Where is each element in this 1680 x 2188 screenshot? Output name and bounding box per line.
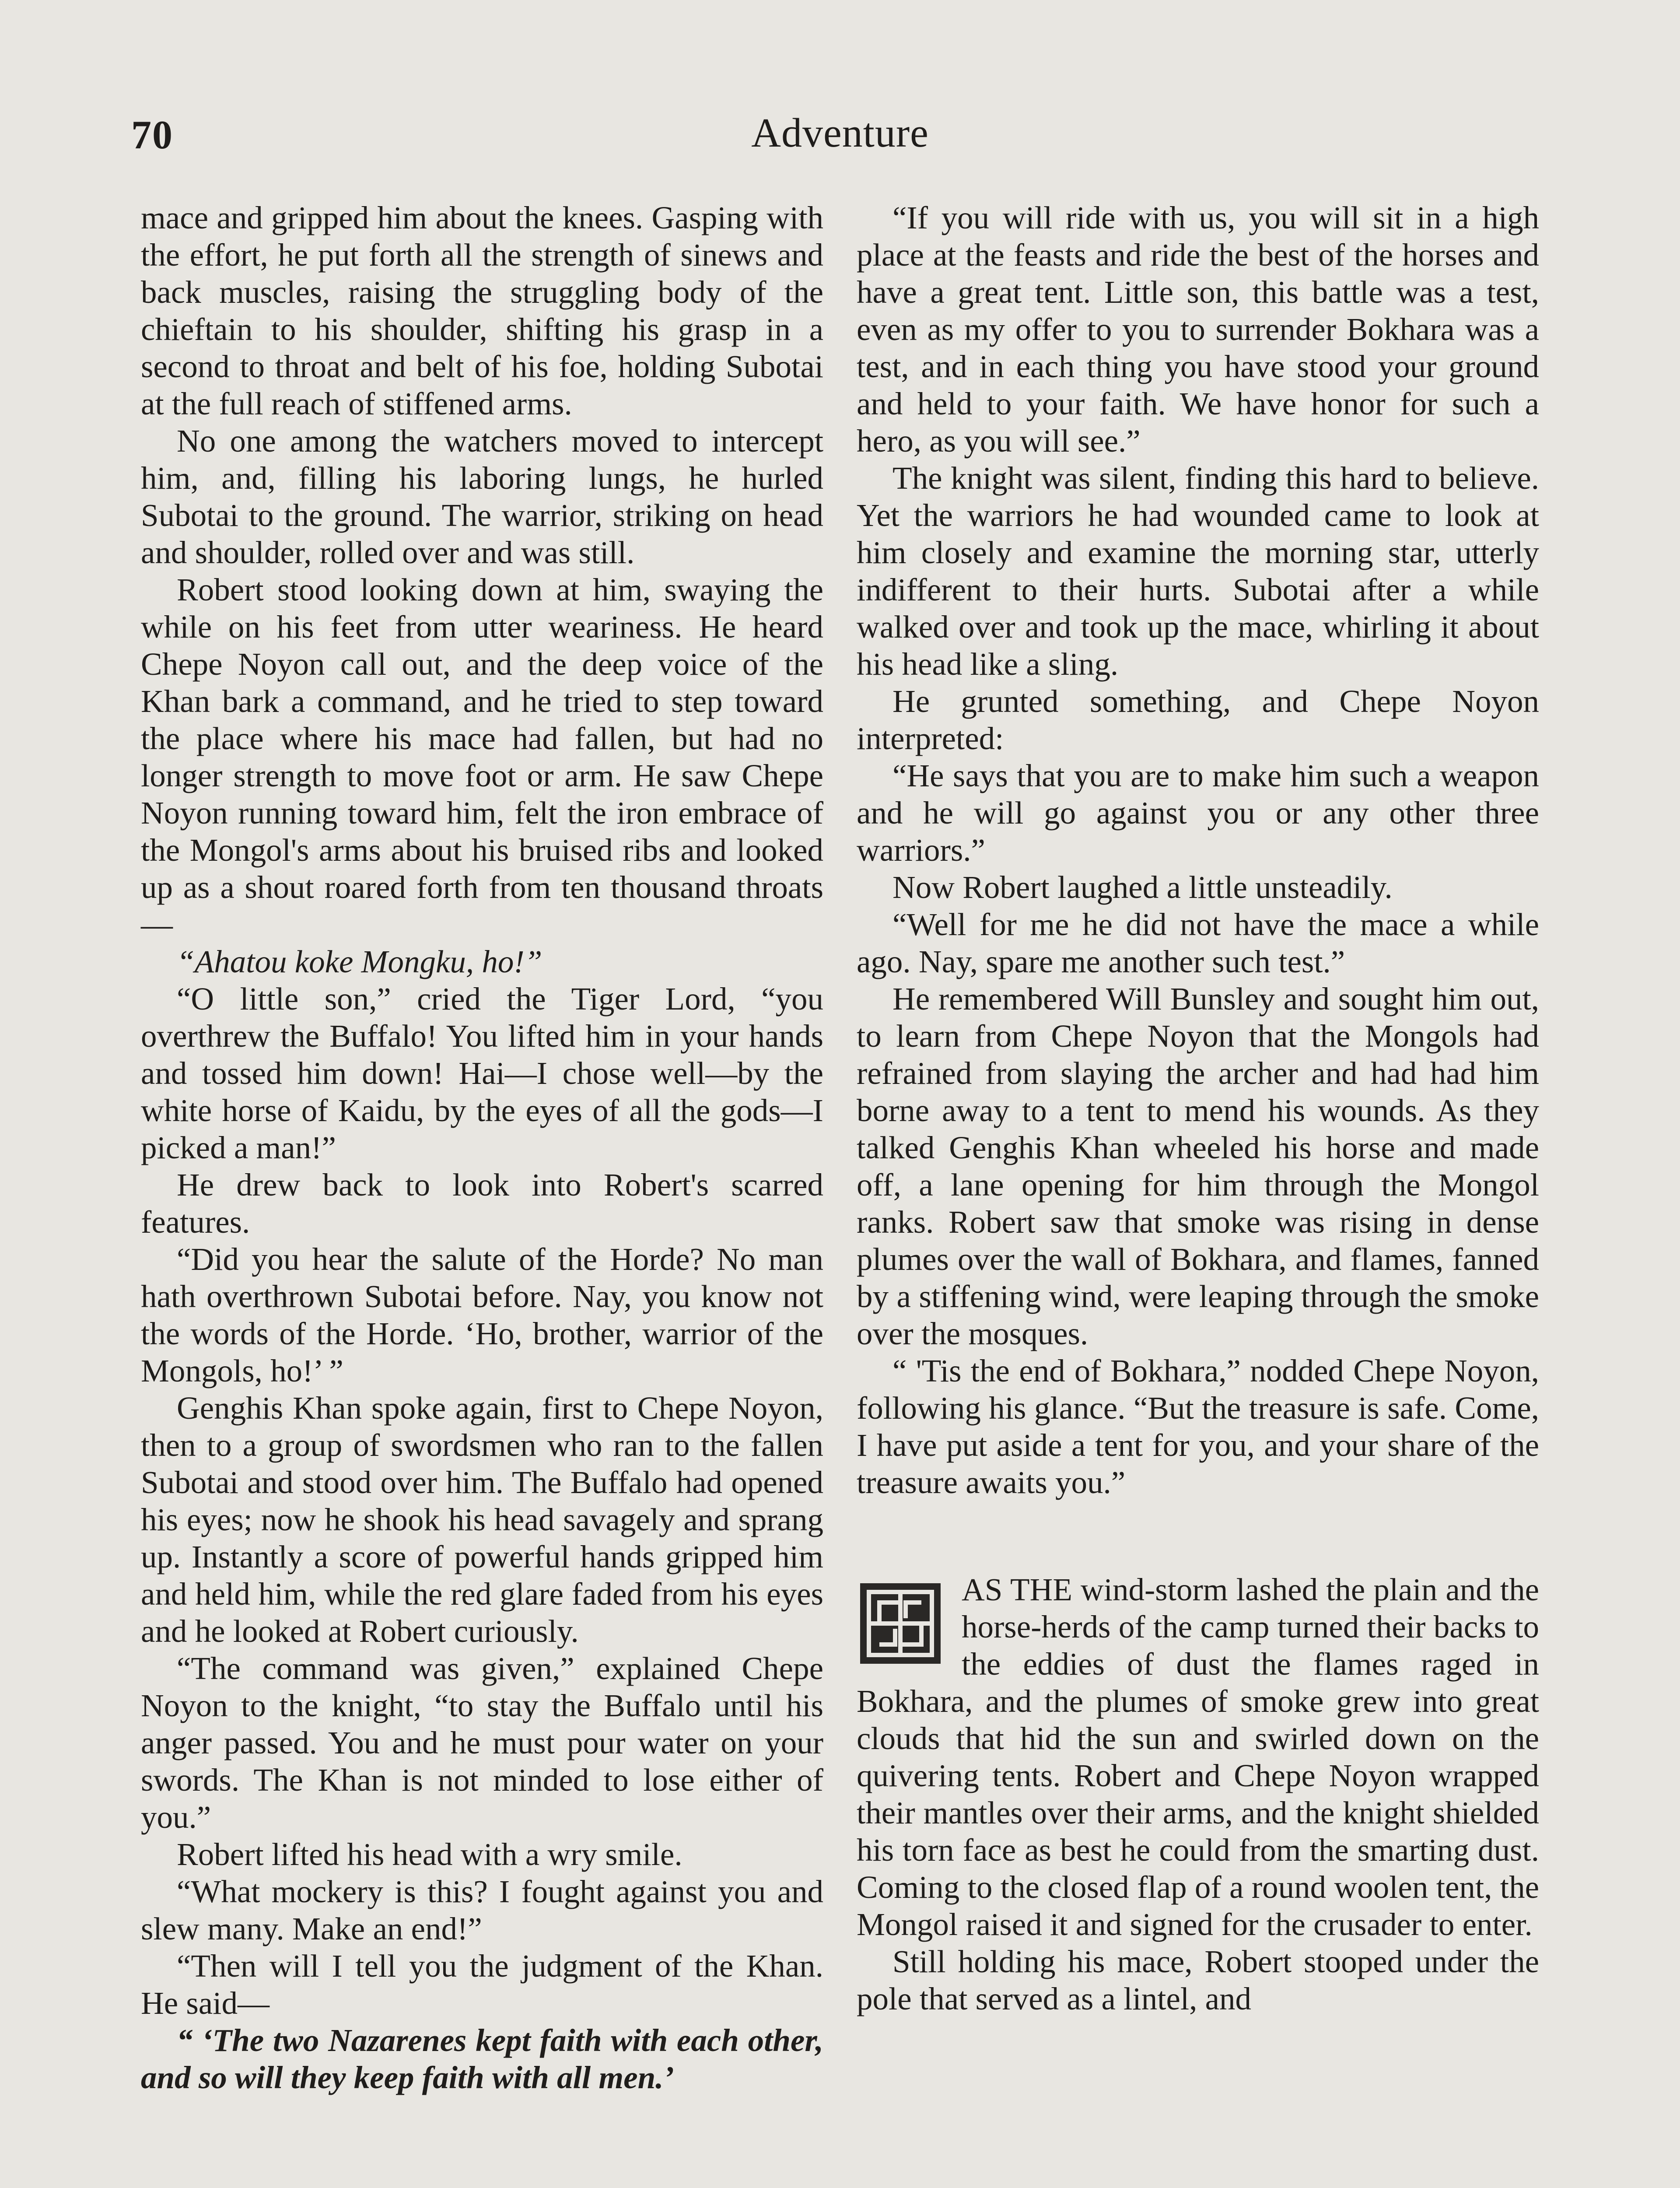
page-number: 70 — [131, 112, 173, 157]
paragraph: mace and gripped him about the knees. Gasping with the effort, he put forth all the strength of sinews and back muscles, raising the struggling body of the chieftain to his shoulder, shifting his grasp in a second to throat and belt of his foe, holding Subotai at the full reach of stiffened arms. — [141, 200, 823, 421]
paragraph: “The command was given,” explained Chepe Noyon to the knight, “to stay the Buffalo until his anger passed. You and he must pour water on your swords. The Khan is not minded to lose either of you.” — [141, 1651, 823, 1835]
khan-judgment-quote: “ ‘The two Nazarenes kept faith with each other, and so will they keep faith with all men.’ — [141, 2023, 823, 2095]
paragraph: No one among the watchers moved to intercept him, and, filling his laboring lungs, he hurled Subotai to the ground. The warrior, striking on head and shoulder, rolled over and was still. — [141, 423, 823, 570]
paragraph: “Well for me he did not have the mace a while ago. Nay, spare me another such test.” — [857, 907, 1539, 979]
knot-ornament-icon — [857, 1580, 944, 1667]
paragraph: “Then will I tell you the judgment of the Khan. He said— — [141, 1948, 823, 2021]
paragraph: “What mockery is this? I fought against you and slew many. Make an end!” — [141, 1874, 823, 1946]
paragraph: Genghis Khan spoke again, first to Chepe Noyon, then to a group of swordsmen who ran to the fallen Subotai and stood over him. The Buffalo had opened his eyes; now he shook his head savagely and sprang up. Instantly a score of powerful hands gripped him and held him, while the red glare faded from his eyes and he looked at Robert curiously. — [141, 1390, 823, 1649]
running-title: Adventure — [751, 110, 929, 156]
paragraph: He grunted something, and Chepe Noyon interpreted: — [857, 684, 1539, 756]
paragraph: “If you will ride with us, you will sit in a high place at the feasts and ride the best of the horses and have a great tent. Little son, this battle was a test, even as my offer to you to surrender Bokhara was a test, and in each thing you have stood your ground and held to your faith. We have honor for such a hero, as you will see.” — [857, 200, 1539, 459]
section-opening-paragraph — [857, 1571, 1539, 1943]
paragraph: Robert lifted his head with a wry smile. — [177, 1837, 682, 1872]
paragraph: “ 'Tis the end of Bokhara,” nodded Chepe Noyon, following his glance. “But the treasure is safe. Come, I have put aside a tent for you, and your share of the treasure awaits you.” — [857, 1353, 1539, 1500]
paragraph: Robert stood looking down at him, swaying the while on his feet from utter weariness. He heard Chepe Noyon call out, and the deep voice of the Khan bark a command, and he tried to step toward the place where his mace had fallen, but had no longer strength to move foot or arm. He saw Chepe Noyon running toward him, felt the iron embrace of the Mongol's arms about his bruised ribs and looked up as a shout roared forth from ten thousand throats— — [141, 572, 823, 942]
paragraph: “Did you hear the salute of the Horde? No man hath overthrown Subotai before. Nay, you know not the words of the Horde. ‘Ho, brother, warrior of the Mongols, ho!’ ” — [141, 1241, 823, 1389]
paragraph: He drew back to look into Robert's scarred features. — [141, 1167, 823, 1240]
mongol-salute: “Ahatou koke Mongku, ho!” — [177, 944, 542, 979]
paragraph: The knight was silent, finding this hard to believe. Yet the warriors he had wounded came to look at him closely and examine the morning star, utterly indifferent to their hurts. Subotai after a while walked over and took up the mace, whirling it about his head like a sling. — [857, 460, 1539, 682]
section-opening-text: AS THE wind-storm lashed the plain and the horse-herds of the camp turned their backs to the eddies of dust the flames raged in Bokhara, and the plumes of smoke grew into great clouds that hid the sun and swirled down on the quivering tents. Robert and Chepe Noyon wrapped their mantles over their arms, and the knight shielded his torn face as best he could from the smarting dust. Coming to the closed flap of a round woolen tent, the Mongol raised it and signed for the crusader to enter. — [857, 1572, 1539, 1942]
paragraph: “He says that you are to make him such a weapon and he will go against you or any other three warriors.” — [857, 758, 1539, 868]
left-column — [141, 199, 823, 2096]
paragraph: Now Robert laughed a little unsteadily. — [892, 870, 1393, 905]
right-column — [857, 199, 1539, 2017]
paragraph: He remembered Will Bunsley and sought him out, to learn from Chepe Noyon that the Mongols had refrained from slaying the archer and had had him borne away to a tent to mend his wounds. As they talked Genghis Khan wheeled his horse and made off, a lane opening for him through the Mongol ranks. Robert saw that smoke was rising in dense plumes over the wall of Bokhara, and flames, fanned by a stiffening wind, were leaping through the smoke over the mosques. — [857, 981, 1539, 1351]
paragraph: “O little son,” cried the Tiger Lord, “you overthrew the Buffalo! You lifted him in your hands and tossed him down! Hai—I chose well—by the white horse of Kaidu, by the eyes of all the gods—I picked a man!” — [141, 981, 823, 1165]
paragraph: Still holding his mace, Robert stooped under the pole that served as a lintel, and — [857, 1944, 1539, 2016]
